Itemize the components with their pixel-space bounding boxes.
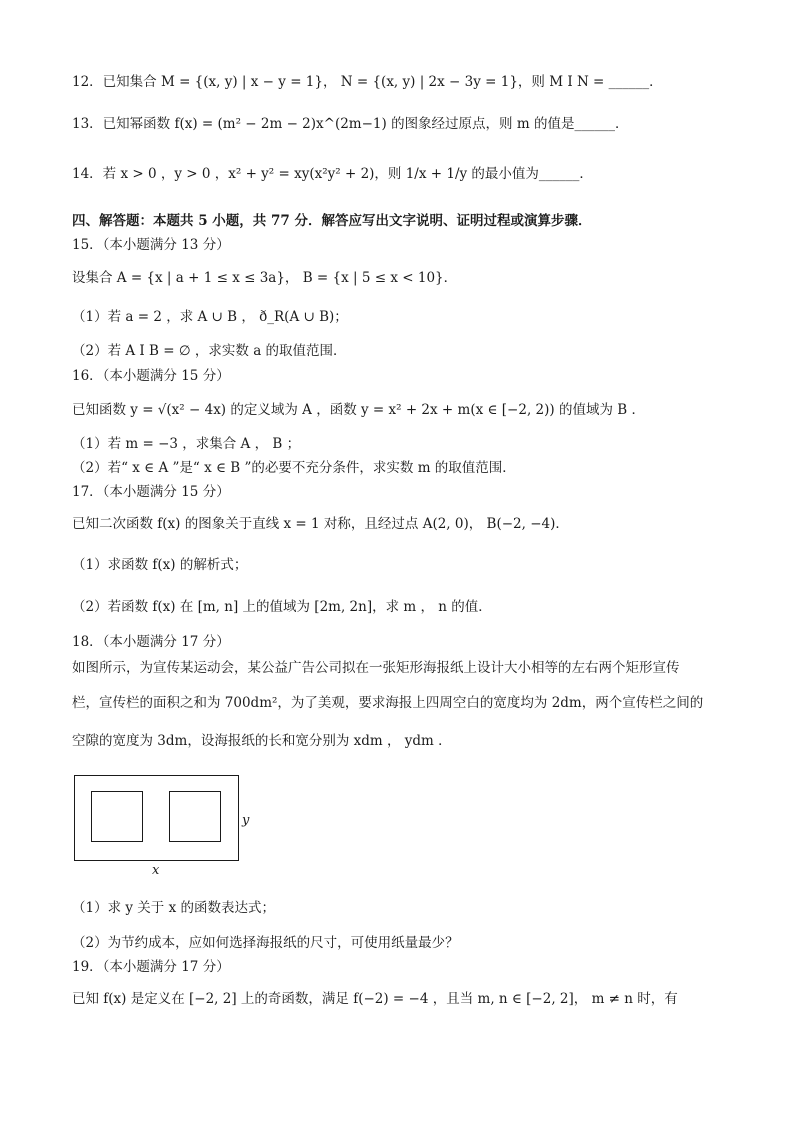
question-15-part-1: （1）若 a = 2 ，求 A ∪ B ， ð_R(A ∪ B)； — [72, 309, 348, 325]
left-board — [91, 791, 143, 842]
question-15-header: 15．（本小题满分 13 分） — [72, 237, 230, 253]
figure-label-x: x — [152, 863, 160, 878]
question-19-header: 19．（本小题满分 17 分） — [72, 959, 230, 975]
question-18-part-2: （2）为节约成本，应如何选择海报纸的尺寸，可使用纸量最少？ — [72, 935, 459, 951]
question-16-body: 已知函数 y = √(x² − 4x) 的定义域为 A ，函数 y = x² + 2x + m(x ∈ [−2, 2)) 的值域为 B ． — [72, 402, 645, 418]
section-4-heading: 四、解答题：本题共 5 小题，共 77 分．解答应写出文字说明、证明过程或演算步骤． — [72, 213, 592, 229]
question-17-header: 17．（本小题满分 15 分） — [72, 484, 230, 500]
question-17-body: 已知二次函数 f(x) 的图象关于直线 x = 1 对称，且经过点 A(2, 0)， B(−2, −4)． — [72, 516, 569, 532]
question-17-part-2: （2）若函数 f(x) 在 [m, n] 上的值域为 [2m, 2n]，求 m ， n 的值． — [72, 599, 492, 615]
question-13: 13．已知幂函数 f(x) = (m² − 2m − 2)x^(2m−1) 的图象经过原点，则 m 的值是______． — [72, 116, 629, 132]
question-14: 14．若 x > 0 ，y > 0 ，x² + y² = xy(x²y² + 2)，则 1/x + 1/y 的最小值为______． — [72, 166, 593, 182]
question-15-part-2: （2）若 A I B = ∅ ，求实数 a 的取值范围． — [72, 343, 347, 359]
question-17-part-1: （1）求函数 f(x) 的解析式； — [72, 557, 248, 573]
question-16-part-1: （1）若 m = −3 ，求集合 A ， B ； — [72, 436, 301, 452]
question-12: 12．已知集合 M = {(x, y) | x − y = 1}， N = {(x, y) | 2x − 3y = 1}，则 M I N = ______． — [72, 74, 663, 90]
figure-label-y: y — [242, 813, 250, 828]
question-15-body: 设集合 A = {x | a + 1 ≤ x ≤ 3a}， B = {x | 5 ≤ x < 10}． — [72, 270, 458, 286]
question-19-body: 已知 f(x) 是定义在 [−2, 2] 上的奇函数，满足 f(−2) = −4 ，且当 m, n ∈ [−2, 2]， m ≠ n 时，有 — [72, 991, 678, 1007]
right-board — [169, 791, 221, 842]
question-18-body-line-2: 栏，宣传栏的面积之和为 700dm²，为了美观，要求海报上四周空白的宽度均为 2dm，两个宣传栏之间的 — [72, 695, 704, 711]
question-18-body-line-3: 空隙的宽度为 3dm，设海报纸的长和宽分别为 xdm ， ydm ． — [72, 733, 452, 749]
question-16-part-2: （2）若“ x ∈ A ”是“ x ∈ B ”的必要不充分条件，求实数 m 的取值范围． — [72, 460, 516, 476]
question-16-header: 16．（本小题满分 15 分） — [72, 368, 230, 384]
question-18-body-line-1: 如图所示，为宣传某运动会，某公益广告公司拟在一张矩形海报纸上设计大小相等的左右两个矩形宣传 — [72, 660, 680, 676]
question-18-header: 18．（本小题满分 17 分） — [72, 634, 230, 650]
question-18-part-1: （1）求 y 关于 x 的函数表达式； — [72, 900, 275, 916]
